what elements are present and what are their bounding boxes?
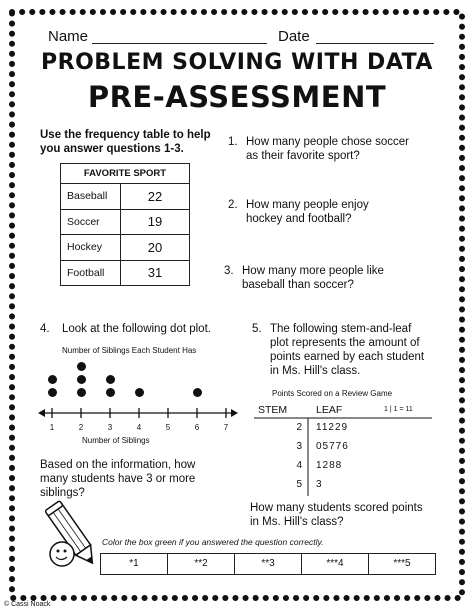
dot-plot-title: Number of Siblings Each Student Has — [62, 346, 197, 355]
table-cell-label: Soccer — [61, 209, 121, 235]
table-row — [61, 235, 190, 261]
intro-line-1: Use the frequency table to help — [40, 129, 211, 141]
table-row — [61, 209, 190, 235]
leaf-values: 3 — [316, 479, 323, 490]
question-1-number: 1. — [228, 136, 238, 148]
table-cell-value: 31 — [121, 260, 190, 286]
dot-plot-tick-label: 2 — [78, 423, 84, 432]
question-4-follow-2: many students have 3 or more — [40, 473, 196, 485]
copyright: © Cassi Noack — [4, 601, 51, 608]
question-3-number: 3. — [224, 265, 234, 277]
question-5-number: 5. — [252, 323, 262, 335]
table-cell-value: 22 — [121, 184, 190, 210]
dot-plot-dot — [48, 375, 57, 384]
table-row — [61, 260, 190, 286]
leaf-values: 1288 — [316, 460, 343, 471]
question-4-follow-3: siblings? — [40, 487, 85, 499]
dot-plot-tick-label: 5 — [165, 423, 171, 432]
stem-header: STEM — [258, 404, 288, 416]
name-label: Name — [48, 28, 89, 45]
frequency-table-header: FAVORITE SPORT — [61, 164, 190, 184]
self-check-box-3[interactable]: **3 — [234, 553, 302, 575]
page-title: PROBLEM SOLVING WITH DATA — [41, 50, 433, 75]
stem-value: 4 — [296, 460, 302, 471]
dot-plot-tick-label: 1 — [49, 423, 55, 432]
question-5-line-3: points earned by each student — [270, 351, 425, 363]
dot-plot-dot — [77, 388, 86, 397]
question-2-line-2: hockey and football? — [246, 213, 352, 225]
dot-plot-dot — [48, 388, 57, 397]
question-2-line-1: How many people enjoy — [246, 199, 369, 211]
dot-plot-dot — [106, 375, 115, 384]
self-check-box-1[interactable]: *1 — [100, 553, 168, 575]
table-cell-value: 20 — [121, 235, 190, 261]
dot-plot-dot — [77, 362, 86, 371]
self-check-box-5[interactable]: ***5 — [368, 553, 436, 575]
self-check-box-2[interactable]: **2 — [167, 553, 235, 575]
dot-plot-tick-label: 3 — [107, 423, 113, 432]
question-1-line-1: How many people chose soccer — [246, 136, 409, 148]
question-5-follow-2: in Ms. Hill's class? — [250, 516, 344, 528]
table-cell-label: Football — [61, 260, 121, 286]
dot-plot-dot — [106, 388, 115, 397]
dot-plot-dot — [77, 375, 86, 384]
stem-value: 5 — [296, 479, 302, 490]
leaf-values: 05776 — [316, 441, 349, 452]
frequency-table — [60, 163, 190, 286]
question-3-line-1: How many more people like — [242, 265, 384, 277]
stem-value: 2 — [296, 422, 302, 433]
dot-plot-dot — [135, 388, 144, 397]
self-check-box-4[interactable]: ***4 — [301, 553, 369, 575]
question-2-number: 2. — [228, 199, 238, 211]
stem-leaf-key: 1 | 1 = 11 — [384, 406, 413, 413]
dot-plot-tick-label: 4 — [136, 423, 142, 432]
date-label: Date — [278, 28, 310, 45]
leaf-header: LEAF — [316, 404, 343, 416]
date-line[interactable] — [316, 43, 434, 44]
question-3-line-2: baseball than soccer? — [242, 279, 354, 291]
stem-value: 3 — [296, 441, 302, 452]
table-cell-label: Baseball — [61, 184, 121, 210]
name-line[interactable] — [92, 43, 267, 44]
question-4-follow-1: Based on the information, how — [40, 459, 196, 471]
intro-line-2: you answer questions 1-3. — [40, 143, 184, 155]
stem-leaf-title: Points Scored on a Review Game — [272, 389, 393, 398]
table-row — [61, 184, 190, 210]
dot-plot-tick-label: 7 — [223, 423, 229, 432]
dot-plot-xlabel: Number of Siblings — [82, 436, 150, 445]
question-5-follow-1: How many students scored points — [250, 502, 423, 514]
question-5-line-4: in Ms. Hill's class. — [270, 365, 361, 377]
question-4-number: 4. — [40, 323, 50, 335]
question-1-line-2: as their favorite sport? — [246, 150, 360, 162]
question-5-line-1: The following stem-and-leaf — [270, 323, 412, 335]
table-cell-value: 19 — [121, 209, 190, 235]
table-cell-label: Hockey — [61, 235, 121, 261]
leaf-values: 11229 — [316, 422, 349, 433]
question-4-line-1: Look at the following dot plot. — [62, 323, 211, 335]
page-subtitle: PRE-ASSESSMENT — [87, 80, 387, 114]
dot-plot-tick-label: 6 — [194, 423, 200, 432]
self-check-instruction: Color the box green if you answered the question correctly. — [102, 537, 324, 547]
dot-plot-dot — [193, 388, 202, 397]
question-5-line-2: plot represents the amount of — [270, 337, 420, 349]
